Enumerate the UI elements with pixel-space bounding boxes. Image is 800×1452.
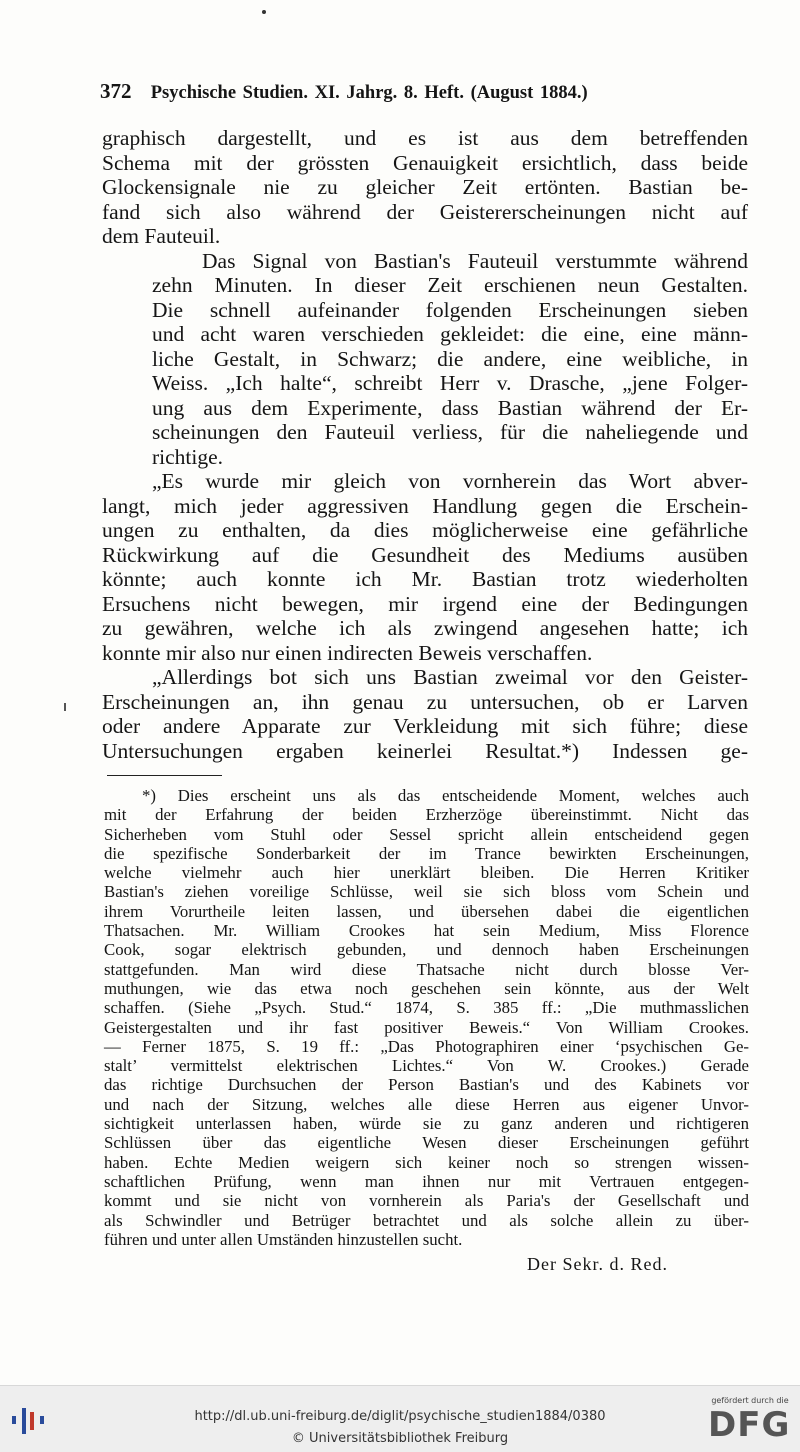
page-header: [100, 77, 750, 107]
footnote-line: muthungen, wie das etwa noch geschehen sein könnte, aus der Welt: [104, 978, 749, 998]
dfg-logo: DFG: [708, 1405, 791, 1445]
text-line: liche Gestalt, in Schwarz; die andere, eine weibliche, in: [152, 346, 748, 371]
footnote-line: welche vielmehr auch hier unerklärt bleiben. Die Herren Kritiker: [104, 863, 749, 883]
footnote-line: schaffen. (Siehe „Psych. Stud.“ 1874, S. 385 ff.: „Die muthmasslichen: [104, 998, 749, 1018]
footnote-line: Thatsachen. Mr. William Crookes hat sein Medium, Miss Florence: [104, 921, 749, 941]
text-line: Schema mit der grössten Genauigkeit ersichtlich, dass beide: [102, 150, 748, 175]
footnote-line: mit der Erfahrung der beiden Erzherzöge übereinstimmt. Nicht das: [104, 805, 749, 825]
paragraph-2: [102, 249, 748, 470]
footnote-line: führen und unter allen Umständen hinzustellen sucht.: [104, 1229, 463, 1249]
text-line: Untersuchungen ergaben keinerlei Resultat.*) Indessen ge-: [102, 738, 748, 763]
footnote-line: Geistergestalten und ihr fast positiver Beweis.“ Von William Crookes.: [104, 1017, 749, 1037]
footnote-line: kommt und sie nicht von vornherein als Paria's der Gesellschaft und: [104, 1191, 749, 1211]
footnote-line: ihrem Vorurtheile leiten lassen, und übersehen dabei die eigentlichen: [104, 901, 749, 921]
footnote-signature: Der Sekr. d. Red.: [527, 1254, 668, 1274]
footnote-line: Schlüssen über das eigentliche Wesen dieser Erscheinungen geführt: [104, 1133, 749, 1153]
text-line: ungen zu enthalten, da dies möglicherweise eine gefährliche: [102, 518, 748, 542]
footnote-line: stalt’ vermittelst elektrischen Lichtes.“ Von W. Crookes.) Gerade: [104, 1056, 749, 1076]
text-line: graphisch dargestellt, und es ist aus dem betreffenden: [102, 126, 748, 150]
text-line: Rückwirkung auf die Gesundheit des Mediums ausüben: [102, 542, 748, 567]
main-text: [102, 126, 748, 763]
running-title: Psychische Studien. XI. Jahrg. 8. Heft. (August 1884.): [150, 83, 588, 103]
paragraph-1: [102, 126, 748, 249]
footnote-rule: [107, 775, 222, 776]
dfg-caption: gefördert durch die: [711, 1396, 789, 1405]
footnote-line: die spezifische Sonderbarkeit der im Trance bewirkten Erscheinungen,: [104, 843, 749, 863]
text-line: Weiss. „Ich halte“, schreibt Herr v. Drasche, „jene Folger-: [152, 371, 748, 395]
footnote-line: sichtigkeit unterlassen haben, würde sie zu ganz anderen und richtigeren: [104, 1114, 749, 1134]
text-line: scheinungen den Fauteuil verliess, für die naheliegende und: [152, 420, 748, 444]
footnote-line: als Schwindler und Betrüger betrachtet und als solche allein zu über-: [104, 1210, 749, 1230]
text-line: richtige.: [152, 444, 224, 469]
text-line: Das Signal von Bastian's Fauteuil verstummte während: [202, 248, 748, 273]
footnote-line: schaftlichen Prüfung, wenn man ihnen nur mit Vertrauen entgegen-: [104, 1171, 749, 1191]
scan-speck: [262, 10, 266, 14]
margin-mark: [64, 703, 66, 711]
text-line: dem Fauteuil.: [102, 224, 221, 248]
text-line: ung aus dem Experimente, dass Bastian während der Er-: [152, 395, 748, 420]
paragraph-4: [102, 665, 748, 763]
footnote-line: und nach der Sitzung, welches alle diese Herren aus eigener Unvor-: [104, 1094, 749, 1114]
text-line: fand sich also während der Geistererscheinungen nicht auf: [102, 199, 748, 224]
permalink-url[interactable]: http://dl.ub.uni-freiburg.de/diglit/psychische_studien1884/0380: [194, 1409, 606, 1424]
copyright-notice: © Universitätsbibliothek Freiburg: [291, 1431, 509, 1446]
footnote-line: — Ferner 1875, S. 19 ff.: „Das Photographiren einer ‘psychischen Ge-: [104, 1036, 749, 1056]
page-number: 372: [100, 79, 132, 103]
text-line: zehn Minuten. In dieser Zeit erschienen neun Gestalten.: [152, 273, 748, 297]
footnote-line: Sicherheben vom Stuhl oder Sessel spricht allein entscheidend gegen: [104, 824, 749, 844]
text-line: „Allerdings bot sich uns Bastian zweimal vor den Geister-: [152, 665, 748, 689]
text-line: Erscheinungen an, ihn genau zu untersuchen, ob er Larven: [102, 689, 748, 714]
text-line: zu gewähren, welche ich als zwingend angesehen hatte; ich: [102, 616, 748, 640]
text-line: Glockensignale nie zu gleicher Zeit ertönten. Bastian be-: [102, 175, 748, 199]
footnote-line: haben. Echte Medien weigern sich keiner noch so strengen wissen-: [104, 1152, 749, 1172]
footnote-line: das richtige Durchsuchen der Person Bastian's und des Kabinets vor: [104, 1075, 749, 1095]
text-line: Die schnell aufeinander folgenden Erscheinungen sieben: [152, 297, 748, 322]
text-line: und acht waren verschieden gekleidet: die eine, eine männ-: [152, 322, 748, 346]
footnote-line: *) Dies erscheint uns als das entscheidende Moment, welches auch: [142, 786, 749, 805]
text-line: langt, mich jeder aggressiven Handlung gegen die Erschein-: [102, 493, 748, 518]
text-line: Ersuchens nicht bewegen, mir irgend eine der Bedingungen: [102, 591, 748, 616]
footnote: [104, 786, 749, 1249]
text-line: konnte mir also nur einen indirecten Beweis verschaffen.: [102, 640, 593, 665]
paragraph-3: [102, 469, 748, 665]
text-line: oder andere Apparate zur Verkleidung mit sich führe; diese: [102, 714, 748, 738]
footnote-line: Cook, sogar elektrisch gebunden, und dennoch haben Erscheinungen: [104, 940, 749, 960]
text-line: „Es wurde mir gleich von vornherein das Wort abver-: [152, 469, 748, 493]
footnote-line: Bastian's ziehen voreilige Schlüsse, weil sie sich bloss vom Schein und: [104, 882, 749, 902]
footnote-line: stattgefunden. Man wird diese Thatsache nicht durch blosse Ver-: [104, 959, 749, 979]
text-line: könnte; auch konnte ich Mr. Bastian trotz wiederholten: [102, 567, 748, 591]
